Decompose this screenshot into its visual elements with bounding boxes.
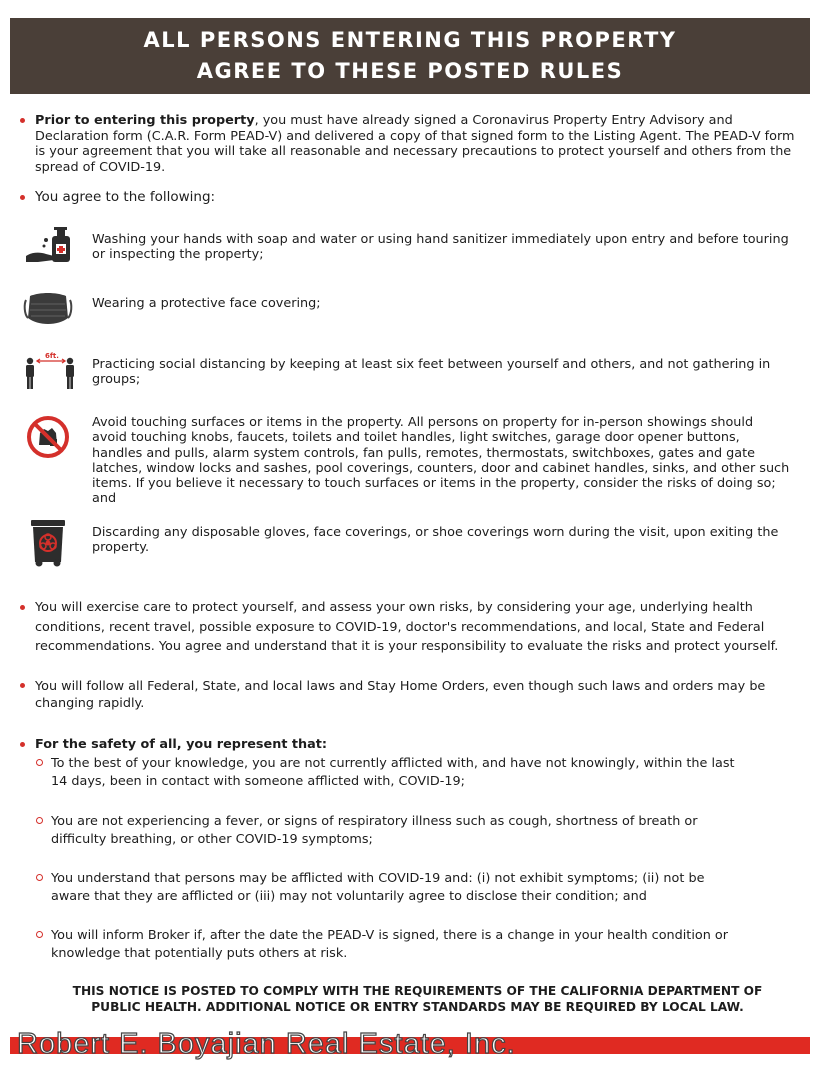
sub-bullet-ring bbox=[36, 817, 43, 824]
represent-item: To the best of your knowledge, you are not currently afflicted with, and have not knowingly, within the last 14 days, been in contact with someone afflicted with, COVID-19; bbox=[36, 755, 736, 790]
face-mask-icon bbox=[22, 290, 74, 328]
agree-intro-text: You agree to the following: bbox=[35, 189, 216, 205]
hand-sanitizer-icon bbox=[24, 226, 76, 266]
compliance-notice: THIS NOTICE IS POSTED TO COMPLY WITH THE REQUIREMENTS OF THE CALIFORNIA DEPARTMENT OF PUBLIC HEALTH. ADDITIONAL NOTICE OR ENTRY STANDARDS MAY BE REQUIRED BY LOCAL LAW. bbox=[72, 984, 763, 1014]
care-text: You will exercise care to protect yourself, and assess your own risks, by considering your age, underlying health conditions, recent travel, possible exposure to COVID-19, doctor's recommendations, and local, State and Federal recommendations. You agree and understand that it is your responsibility to evaluate the risks and protect yourself. bbox=[35, 600, 779, 654]
footer-company-name: Robert E. Boyajian Real Estate, Inc. bbox=[17, 1028, 516, 1060]
item-text-face-covering: Wearing a protective face covering; bbox=[92, 296, 321, 311]
represent-item: You will inform Broker if, after the date the PEAD-V is signed, there is a change in your health condition or knowledge that potentially puts others at risk. bbox=[36, 927, 736, 962]
item-text-discarding: Discarding any disposable gloves, face coverings, or shoe coverings worn during the visit, upon exiting the property. bbox=[92, 525, 779, 556]
bullet-dot bbox=[20, 683, 25, 688]
sub-bullet-ring bbox=[36, 874, 43, 881]
social-distancing-icon bbox=[24, 349, 78, 391]
bullet-dot bbox=[20, 742, 25, 747]
bullet-dot bbox=[20, 195, 25, 200]
item-text-avoid-touching: Avoid touching surfaces or items in the property. All persons on property for in-person showings should avoid touching knobs, faucets, toilets and toilet handles, light switches, garage door opener buttons, handles and pulls, alarm system controls, fan pulls, remotes, thermostats, switchboxes, gates and gate latches, window locks and sashes, pool coverings, counters, door and cabinet handles, sinks, and other such items. If you believe it necessary to touch surfaces or items in the property, consider the risks of doing so; and bbox=[92, 415, 790, 507]
exercise-care-bullet bbox=[20, 598, 795, 657]
safety-heading-text: For the safety of all, you represent that: bbox=[35, 737, 328, 752]
no-touch-icon bbox=[26, 415, 70, 459]
represent-item: You are not experiencing a fever, or signs of respiratory illness such as cough, shortness of breath or difficulty breathing, or other COVID-19 symptoms; bbox=[36, 813, 736, 848]
sub-bullet-ring bbox=[36, 759, 43, 766]
agree-intro-bullet bbox=[20, 190, 795, 206]
banner-line-1: ALL PERSONS ENTERING THIS PROPERTY bbox=[143, 28, 677, 52]
sub-bullet-ring bbox=[36, 931, 43, 938]
title-banner bbox=[10, 18, 810, 94]
safety-heading-bullet bbox=[20, 737, 795, 753]
laws-text: You will follow all Federal, State, and local laws and Stay Home Orders, even though such laws and orders may be changing rapidly. bbox=[35, 679, 766, 711]
bullet-dot bbox=[20, 118, 25, 123]
item-text-handwashing: Washing your hands with soap and water or using hand sanitizer immediately upon entry and before touring or inspecting the property; bbox=[92, 232, 789, 263]
follow-laws-bullet bbox=[20, 678, 795, 712]
prior-entry-bullet bbox=[20, 113, 795, 175]
prior-bold-text: Prior to entering this property bbox=[35, 113, 255, 128]
biohazard-bin-icon bbox=[28, 518, 68, 568]
prior-rest-text: , you must have already signed a Coronavirus Property Entry Advisory and Declaration form (C.A.R. Form PEAD-V) and delivered a copy of that signed form to the Listing Agent. The PEAD-V form is your agreement that you will take all reasonable and necessary precautions to protect yourself and others from the spread of COVID-19. bbox=[35, 113, 795, 175]
item-text-social-distancing: Practicing social distancing by keeping at least six feet between yourself and others, and not gathering in groups; bbox=[92, 357, 771, 388]
distance-label: 6ft. bbox=[45, 352, 59, 360]
bullet-dot bbox=[20, 605, 25, 610]
banner-line-2: AGREE TO THESE POSTED RULES bbox=[196, 59, 624, 83]
represent-item: You understand that persons may be afflicted with COVID-19 and: (i) not exhibit symptoms; (ii) not be aware that they are afflicted or (iii) may not voluntarily agree to disclose their condition; and bbox=[36, 870, 736, 905]
